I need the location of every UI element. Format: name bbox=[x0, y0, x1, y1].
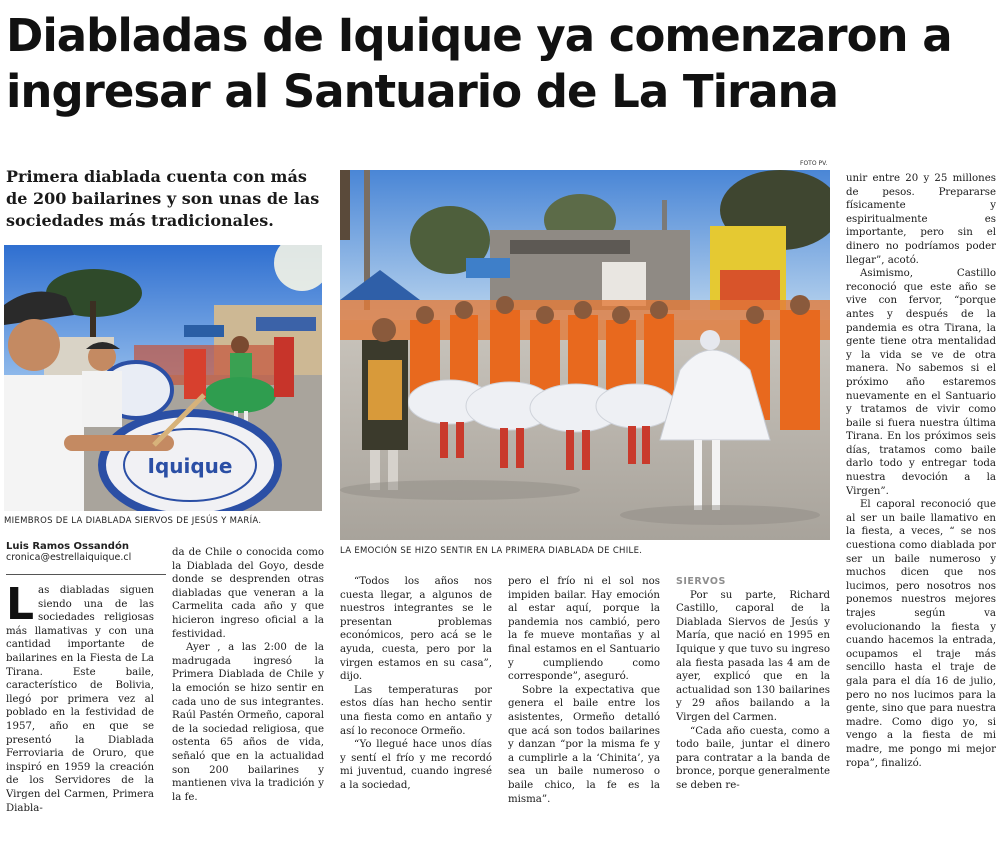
paragraph-12: Asimismo, Castillo reconoció que este año se vive con fervor, “porque antes y después de la pandemia es otra Tirana, la gente tiene otra mentalidad y la vida se ve de otra manera. No sabemos si el próximo año estaremos nuevamente en el Santuario y tratamos de vivir como baile si fuera nuestra última Tirana. En los próximos seis días, tratamos como baile darlo todo y entregar toda nuestra devoción a la Virgen”. bbox=[846, 268, 996, 497]
paragraph-6: “Yo llegué hace unos días y sentí el frío y me recordó mi juventud, cuando ingresé a la sociedad, bbox=[340, 739, 492, 791]
byline-rule bbox=[6, 574, 166, 575]
photo-main-image bbox=[340, 170, 830, 540]
paragraph-4: “Todos los años nos cuesta llegar, a algunos de nuestros integrantes se le presentan problemas económicos, pero acá se le ayuda, cuesta, pero por la virgen estamos en su casa”, dijo. bbox=[340, 576, 492, 683]
paragraph-7: pero el frío ni el sol nos impiden bailar. Hay emoción al estar aquí, porque la pandemia nos cambió, pero la fe mueve montañas y al final estamos en el Santuario y cumpliendo como corresponde”, aseguró. bbox=[508, 576, 660, 683]
paragraph-9: Por su parte, Richard Castillo, caporal de la Diablada Siervos de Jesús y María, que nació en 1995 en Iquique y que tuvo su ingreso ala fiesta pasada las 4 am de ayer, explicó que en la actualidad son 130 bailarines y 29 años bailando a la Virgen del Carmen. bbox=[676, 589, 830, 723]
article-column-2 bbox=[172, 546, 324, 842]
article-column-3 bbox=[340, 575, 492, 842]
headline bbox=[6, 8, 996, 120]
paragraph-11: unir entre 20 y 25 millones de pesos. Prepararse físicamente y espiritualmente es importante, pero sin el dinero no podríamos poder llegar”, acotó. bbox=[846, 173, 996, 266]
headline-line-2: ingresar al Santuario de La Tirana bbox=[6, 65, 838, 118]
photo-main-caption: LA EMOCIÓN SE HIZO SENTIR EN LA PRIMERA DIABLADA DE CHILE. bbox=[340, 546, 643, 556]
paragraph-1: as diabladas siguen siendo una de las sociedades religiosas más llamativas y con una cantidad importante de bailarines en la Fiesta de La Tirana. Este baile, característico de Bolivia, llegó por primera vez al poblado en la festividad de 1957, año en que se presentó la Diablada Ferroviaria de Oruro, que inspiró en 1959 la creación de los Servidores de la Virgen del Carmen, Primera Diabla- bbox=[6, 585, 154, 814]
photo-credit: FOTO PV. bbox=[800, 160, 828, 167]
drop-cap: L bbox=[6, 584, 35, 630]
drum-lettering: Iquique bbox=[147, 454, 233, 478]
article-column-4 bbox=[508, 575, 660, 842]
article-column-6 bbox=[846, 172, 996, 842]
photo-left bbox=[4, 245, 322, 511]
article-column-5 bbox=[676, 575, 830, 842]
byline bbox=[6, 541, 166, 563]
photo-left-caption: MIEMBROS DE LA DIABLADA SIERVOS DE JESÚS Y MARÍA. bbox=[4, 516, 262, 526]
byline-author: Luis Ramos Ossandón bbox=[6, 541, 129, 552]
paragraph-13: El caporal reconoció que al ser un baile llamativo en la fiesta, a veces, “ se nos cuestiona como diablada por ser un baile numeroso y muchos dicen que nos lucimos, pero nosotros nos ponemos nuestros mejores trajes según va evolucionando la fiesta y cuando hacemos la entrada, ocupamos el traje más sencillo hasta el traje de gala para el día 16 de julio, pero no nos lucimos para la gente, sino que para nuestra madre. Como digo yo, si vengo a la fiesta de mi madre, me pongo mi mejor ropa”, finalizó. bbox=[846, 499, 996, 769]
byline-email[interactable]: cronica@estrellaiquique.cl bbox=[6, 552, 132, 563]
photo-main bbox=[340, 170, 830, 540]
paragraph-2: da de Chile o conocida como la Diablada del Goyo, desde donde se desprenden otras diabladas que veneran a la Carmelita cada año y que hicieron ingreso oficial a la festividad. bbox=[172, 547, 324, 640]
photo-left-image bbox=[4, 245, 322, 511]
paragraph-8: Sobre la expectativa que genera el baile entre los asistentes, Ormeño detalló que acá son todos bailarines y danzan “por la misma fe y a cumplirle a la ‘Chinita’, ya sea un baile numeroso o baile chico, la fe es la misma”. bbox=[508, 684, 660, 805]
paragraph-5: Las temperaturas por estos días han hecho sentir una fiesta como en antaño y así lo reconoce Ormeño. bbox=[340, 684, 492, 737]
headline-line-1: Diabladas de Iquique ya comenzaron a bbox=[6, 9, 952, 62]
article-column-1 bbox=[6, 584, 154, 842]
paragraph-10: “Cada año cuesta, como a todo baile, juntar el dinero para contratar a la banda de bronce, porque generalmente se deben re- bbox=[676, 725, 830, 791]
section-label-siervos: SIERVOS bbox=[676, 576, 726, 587]
kicker: Primera diablada cuenta con más de 200 bailarines y son unas de las sociedades más tradicionales. bbox=[6, 167, 320, 230]
paragraph-3: Ayer , a las 2:00 de la madrugada ingresó la Primera Diablada de Chile y la emoción se hizo sentir en cada uno de sus integrantes. Raúl Pastén Ormeño, caporal de la sociedad religiosa, que ostenta 65 años de vida, señaló que en la actualidad son 200 bailarines y mantienen viva la tradición y la fe. bbox=[172, 642, 324, 803]
